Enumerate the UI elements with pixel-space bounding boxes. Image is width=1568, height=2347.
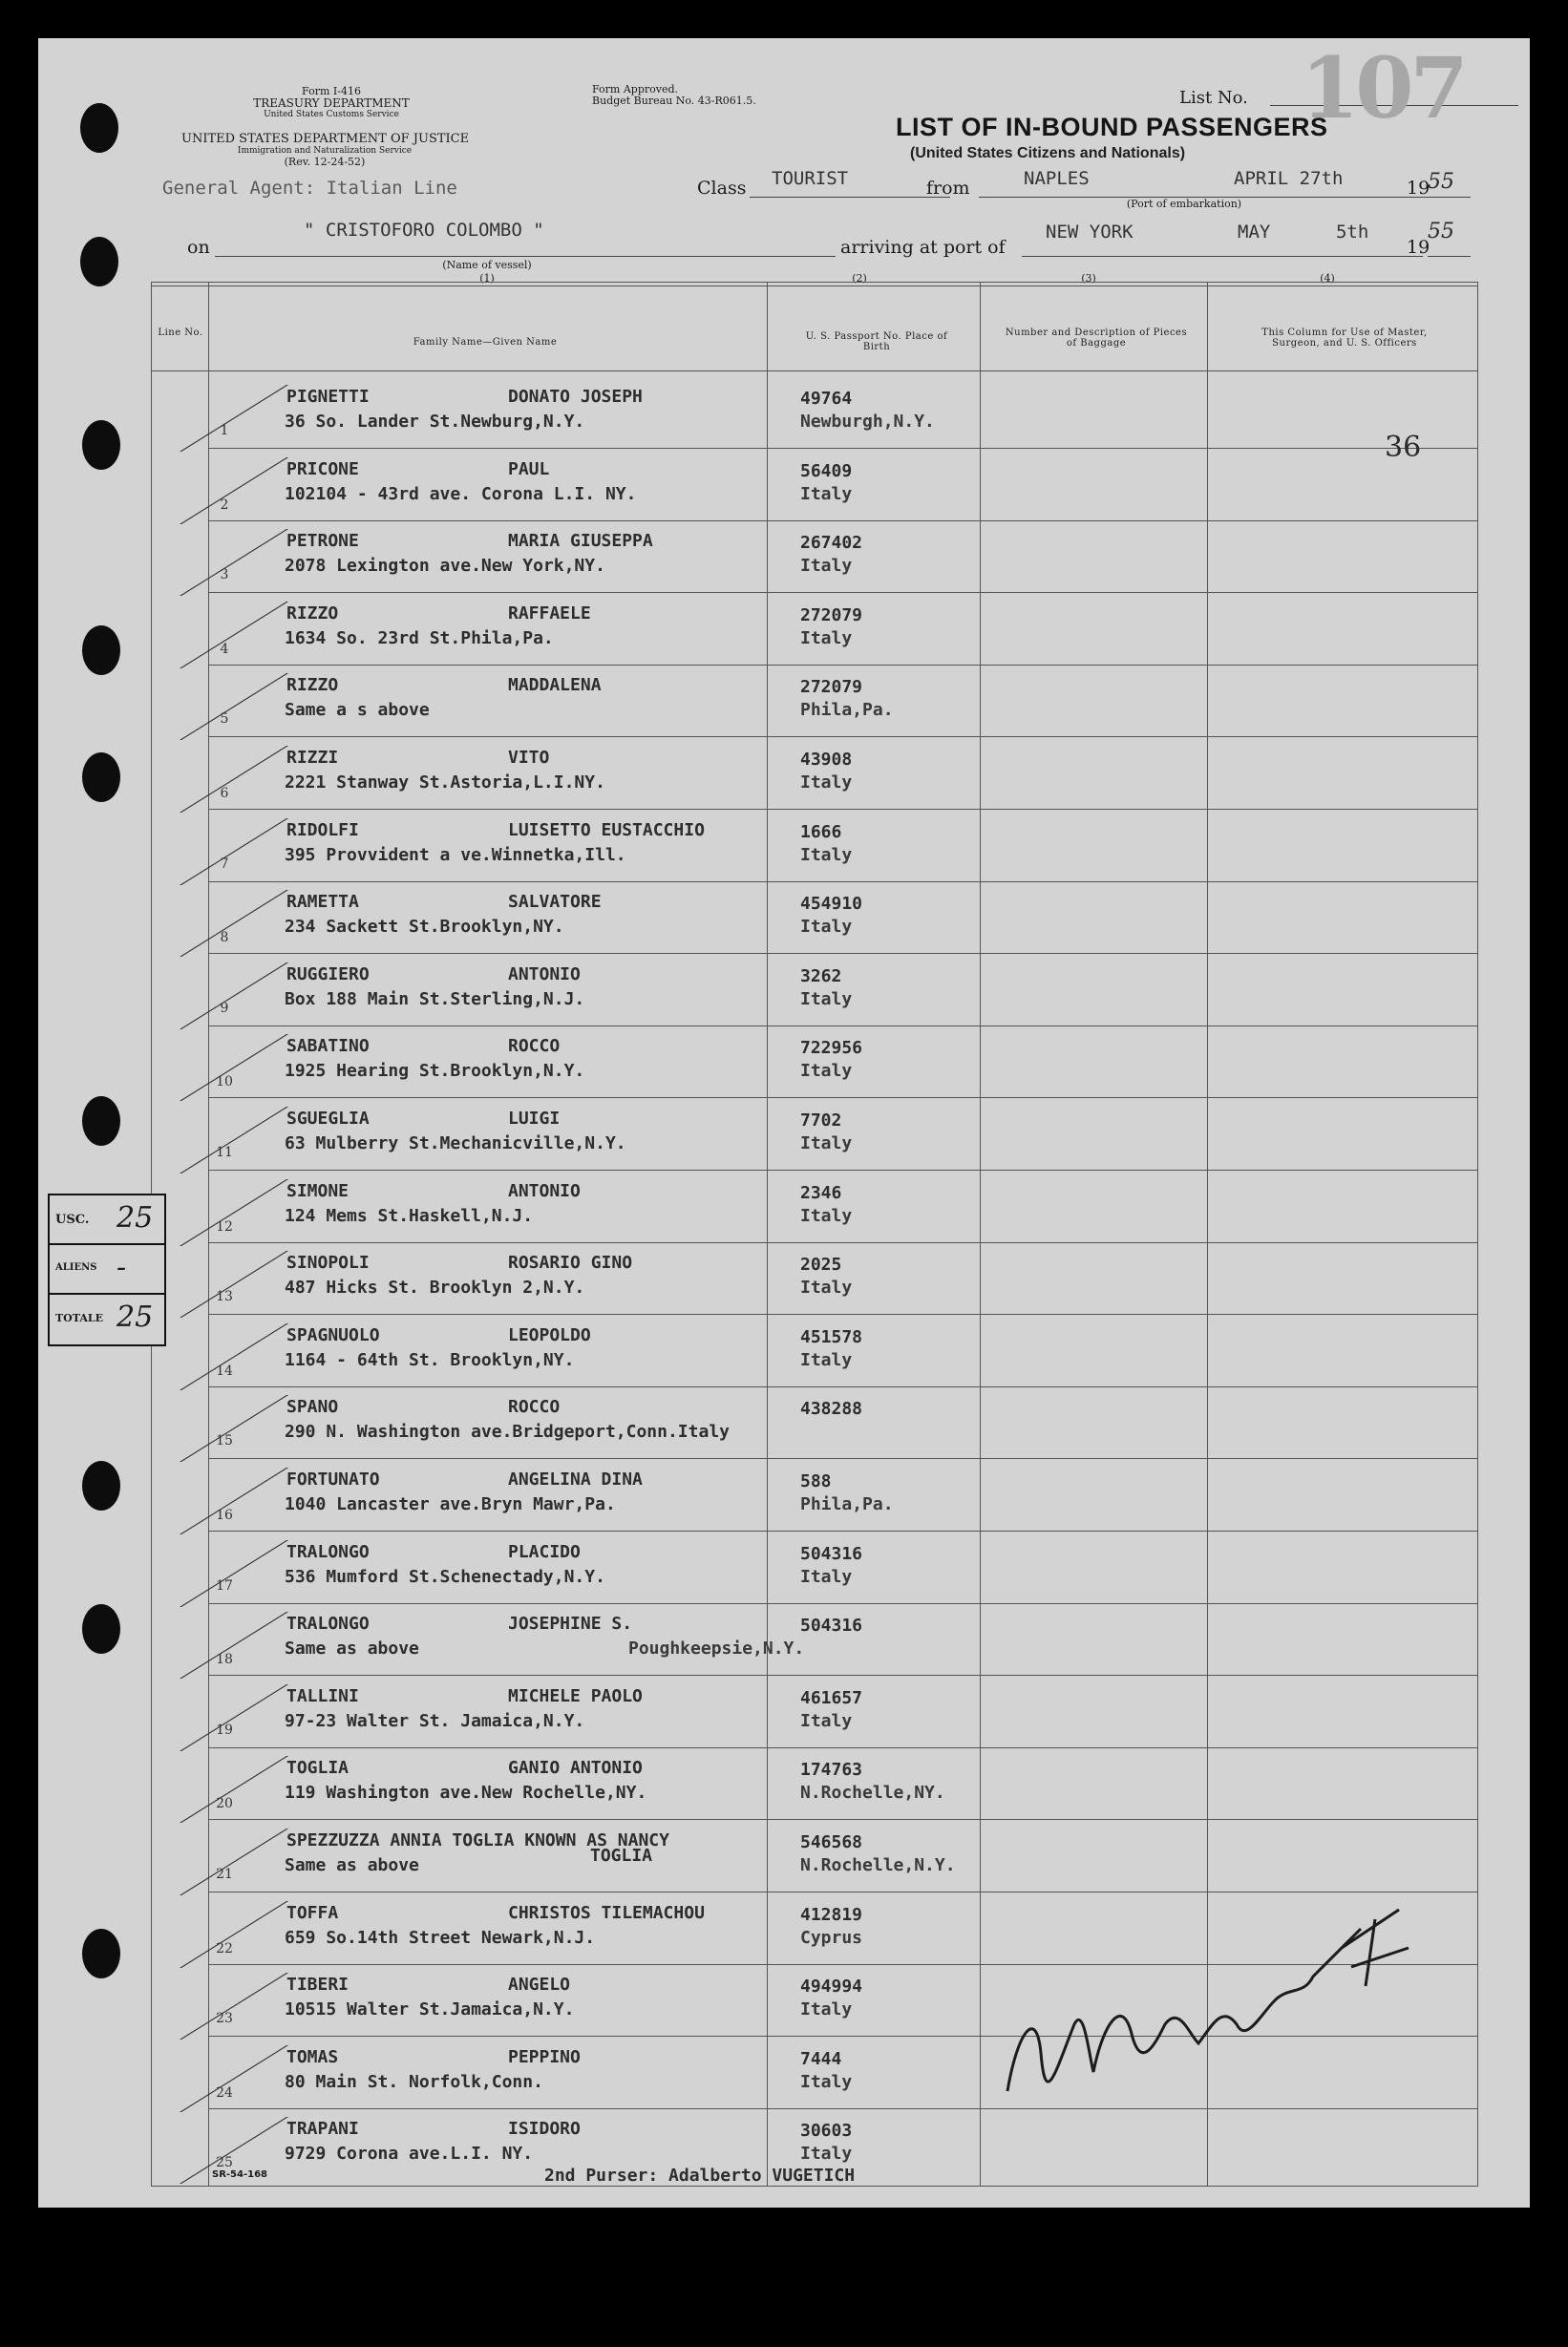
address: 124 Mems St.Haskell,N.J. <box>285 1205 534 1226</box>
line-number: 3 <box>220 567 229 583</box>
place-of-birth: Newburgh,N.Y. <box>800 412 935 432</box>
passport-number: 451578 <box>800 1326 863 1347</box>
given-name: VITO <box>508 748 550 768</box>
address: 487 Hicks St. Brooklyn 2,N.Y. <box>285 1278 585 1299</box>
place-of-birth: N.Rochelle,NY. <box>800 1783 945 1804</box>
family-name: RIZZO <box>286 675 339 696</box>
page-title: LIST OF IN-BOUND PASSENGERS <box>896 113 1328 141</box>
given-name: PAUL <box>508 458 550 479</box>
passenger-row <box>151 1604 1478 1675</box>
given-name: DONATO JOSEPH <box>508 387 643 407</box>
passenger-row <box>151 377 1478 448</box>
passport-number: 504316 <box>800 1616 863 1637</box>
budget-bureau: Budget Bureau No. 43-R061.5. <box>592 95 756 107</box>
place-of-birth: Italy <box>800 1566 853 1587</box>
tally-usc <box>50 1195 164 1245</box>
given-name: MADDALENA <box>508 675 602 696</box>
given-name: LUIGI <box>508 1109 561 1129</box>
line-number: 12 <box>216 1218 233 1235</box>
passenger-row <box>151 666 1478 736</box>
departure-date: APRIL 27th <box>1234 168 1344 189</box>
given-name: SALVATORE <box>508 892 602 913</box>
passenger-row <box>151 738 1478 809</box>
line-number: 13 <box>216 1289 233 1305</box>
given-name: ROSARIO GINO <box>508 1253 633 1274</box>
vessel-underline <box>215 256 836 257</box>
from-label: from <box>926 178 970 199</box>
given-name: MICHELE PAOLO <box>508 1685 643 1706</box>
family-name: SPANO <box>286 1397 339 1418</box>
family-name: TRALONGO <box>286 1614 370 1635</box>
passport-number: 272079 <box>800 677 863 698</box>
passport-number: 588 <box>800 1471 832 1491</box>
departure-year-prefix: 19 <box>1407 178 1430 199</box>
binder-hole <box>80 103 118 153</box>
line-number: 23 <box>216 2011 233 2027</box>
arrival-year: 55 <box>1428 220 1454 243</box>
line-number: 10 <box>216 1074 233 1090</box>
passenger-row <box>151 594 1478 665</box>
col-header-passport: U. S. Passport No. Place of Birth <box>805 331 948 352</box>
place-of-birth: Italy <box>800 556 853 577</box>
passport-number: 461657 <box>800 1687 863 1708</box>
revision-date: (Rev. 12-24-52) <box>284 156 366 168</box>
family-name: RUGGIERO <box>286 963 370 984</box>
form-header-justice <box>181 134 468 168</box>
family-name: SPAGNUOLO <box>286 1324 380 1345</box>
place-of-birth: Italy <box>800 844 853 865</box>
header-bottom-rule <box>151 370 1478 371</box>
address: 9729 Corona ave.L.I. NY. <box>285 2144 534 2165</box>
family-name: TIBERI <box>286 1975 350 1996</box>
address: 1040 Lancaster ave.Bryn Mawr,Pa. <box>285 1494 616 1514</box>
address: 2221 Stanway St.Astoria,L.I.NY. <box>285 772 605 793</box>
family-name: RIZZI <box>286 748 339 768</box>
family-name: SIMONE <box>286 1180 350 1201</box>
address: 1925 Hearing St.Brooklyn,N.Y. <box>285 1061 585 1082</box>
vessel-caption: (Name of vessel) <box>442 259 532 271</box>
tally-aliens-value: - <box>117 1251 127 1284</box>
table-bottom-rule <box>151 2186 1478 2187</box>
family-name: RIZZO <box>286 603 339 624</box>
place-of-birth: Cyprus <box>800 1927 863 1948</box>
given-name: GANIO ANTONIO <box>508 1758 643 1779</box>
class-label: Class <box>697 178 747 199</box>
treasury-dept: TREASURY DEPARTMENT <box>253 96 410 110</box>
passport-number: 3262 <box>800 965 842 986</box>
address: 63 Mulberry St.Mechanicville,N.Y. <box>285 1133 626 1153</box>
family-name: PETRONE <box>286 531 359 552</box>
arrival-port: NEW YORK <box>1046 222 1134 243</box>
table-top-rule <box>151 282 1478 283</box>
place-of-birth: Italy <box>800 772 853 793</box>
customs-service: United States Customs Service <box>264 110 399 119</box>
place-of-birth: N.Rochelle,N.Y. <box>800 1855 956 1875</box>
place-of-birth: Italy <box>800 1278 853 1299</box>
passport-number: 7444 <box>800 2048 842 2069</box>
line-number: 18 <box>216 1652 233 1668</box>
address: 395 Provvident a ve.Winnetka,Ill. <box>285 844 626 865</box>
family-name: TOGLIA <box>286 1758 350 1779</box>
address: Same a s above <box>285 700 430 721</box>
binder-hole <box>82 1604 120 1654</box>
binder-hole <box>82 752 120 802</box>
col-number-3: (3) <box>1081 272 1096 285</box>
place-of-birth: Phila,Pa. <box>800 1494 894 1514</box>
line-number: 17 <box>216 1577 233 1594</box>
family-name: SINOPOLI <box>286 1253 370 1274</box>
arrival-year-underline <box>1428 256 1471 257</box>
family-name: PIGNETTI <box>286 387 370 407</box>
line-number: 24 <box>216 2084 233 2101</box>
class-value: TOURIST <box>772 168 849 189</box>
given-name: ANTONIO <box>508 1180 581 1201</box>
family-name: RAMETTA <box>286 892 359 913</box>
officer-note: 36 <box>1385 431 1422 464</box>
place-of-birth: Italy <box>800 1205 853 1226</box>
address: 97-23 Walter St. Jamaica,N.Y. <box>285 1710 585 1731</box>
family-name: SGUEGLIA <box>286 1109 370 1129</box>
passport-number: 722956 <box>800 1038 863 1059</box>
place-of-birth: Italy <box>800 1999 853 2020</box>
passport-number: 1666 <box>800 821 842 842</box>
address: 290 N. Washington ave.Bridgeport,Conn.Italy <box>285 1422 730 1443</box>
line-number: 14 <box>216 1363 233 1379</box>
address: 36 So. Lander St.Newburg,N.Y. <box>285 412 585 432</box>
family-name: RIDOLFI <box>286 819 359 840</box>
family-name: TRAPANI <box>286 2119 359 2140</box>
tally-box <box>48 1194 166 1346</box>
address: Box 188 Main St.Sterling,N.J. <box>285 988 585 1009</box>
port-embark-caption: (Port of embarkation) <box>1126 198 1242 210</box>
form-header-left <box>222 86 441 120</box>
class-underline <box>750 197 950 198</box>
line-number: 9 <box>220 1000 229 1016</box>
form-approved: Form Approved. <box>592 83 679 95</box>
given-name: ISIDORO <box>508 2119 581 2140</box>
given-name: PEPPINO <box>508 2046 581 2067</box>
manifest-page <box>38 38 1530 2208</box>
line-number: 6 <box>220 786 229 801</box>
col-header-name: Family Name—Given Name <box>413 337 558 348</box>
passenger-row <box>151 1172 1478 1242</box>
line-number: 11 <box>216 1145 233 1160</box>
arrival-date: MAY 5th <box>1238 222 1369 243</box>
passport-number: 174763 <box>800 1760 863 1781</box>
given-name: JOSEPHINE S. <box>508 1614 633 1635</box>
passenger-row <box>151 882 1478 953</box>
tally-total <box>50 1295 164 1344</box>
family-name: FORTUNATO <box>286 1470 380 1490</box>
list-no-label: List No. <box>1179 88 1248 108</box>
page-subtitle: (United States Citizens and Nationals) <box>910 145 1186 161</box>
list-no-value: 107 <box>1301 38 1465 137</box>
passenger-row <box>151 1099 1478 1170</box>
binder-hole <box>82 1929 120 1978</box>
passport-number: 49764 <box>800 389 853 409</box>
arriving-label: arriving at port of <box>840 237 1006 258</box>
given-name: MARIA GIUSEPPA <box>508 531 653 552</box>
passenger-row <box>151 1243 1478 1314</box>
address: 536 Mumford St.Schenectady,N.Y. <box>285 1566 605 1587</box>
on-label: on <box>187 237 210 258</box>
place-of-birth: Italy <box>800 1133 853 1153</box>
line-number: 25 <box>216 2155 233 2171</box>
line-number: 20 <box>216 1796 233 1812</box>
passport-number: 272079 <box>800 604 863 625</box>
passenger-row <box>151 1026 1478 1097</box>
approval-block <box>592 84 783 107</box>
col-header-lineno: Line No. <box>158 328 203 338</box>
passport-number: 2346 <box>800 1182 842 1203</box>
address: 1634 So. 23rd St.Phila,Pa. <box>285 627 554 648</box>
tally-usc-value: 25 <box>117 1201 154 1235</box>
family-name: TALLINI <box>286 1685 359 1706</box>
passenger-row <box>151 1387 1478 1458</box>
passport-number: 546568 <box>800 1832 863 1852</box>
passport-number: 438288 <box>800 1399 863 1420</box>
address: 119 Washington ave.New Rochelle,NY. <box>285 1783 647 1804</box>
departure-year-underline <box>1428 197 1471 198</box>
given-name: PLACIDO <box>508 1541 581 1562</box>
given-name: ROCCO <box>508 1036 561 1057</box>
address: 234 Sackett St.Brooklyn,NY. <box>285 917 564 938</box>
family-name: TOMAS <box>286 2046 339 2067</box>
ins-service: Immigration and Naturalization Service <box>237 146 413 156</box>
from-port: NAPLES <box>1024 168 1090 189</box>
line-number: 4 <box>220 641 229 657</box>
address: 102104 - 43rd ave. Corona L.I. NY. <box>285 483 637 504</box>
family-name: TOFFA <box>286 1902 339 1923</box>
passenger-row <box>151 1677 1478 1747</box>
address: 659 So.14th Street Newark,N.J. <box>285 1927 596 1948</box>
arrival-underline <box>1022 256 1423 257</box>
arrival-year-prefix: 19 <box>1407 237 1430 258</box>
departure-year: 55 <box>1428 170 1454 194</box>
passenger-row <box>151 811 1478 881</box>
line-number: 2 <box>220 497 229 513</box>
given-name: ANGELINA DINA <box>508 1470 643 1490</box>
tally-total-value: 25 <box>117 1300 154 1334</box>
justice-dept: UNITED STATES DEPARTMENT OF JUSTICE <box>181 132 470 146</box>
tally-total-label: TOTALE <box>55 1312 104 1324</box>
given-name: ANTONIO <box>508 963 581 984</box>
address: Same as above <box>285 1855 419 1875</box>
address: 2078 Lexington ave.New York,NY. <box>285 556 605 577</box>
tally-usc-label: USC. <box>55 1213 90 1227</box>
col-header-officers: This Column for Use of Master, Surgeon, and U. S. Officers <box>1261 328 1428 349</box>
line-number: 22 <box>216 1940 233 1956</box>
vessel-name: " CRISTOFORO COLOMBO " <box>304 220 544 241</box>
place-of-birth: Italy <box>800 1061 853 1082</box>
family-name: PRICONE <box>286 458 359 479</box>
given-name: ROCCO <box>508 1397 561 1418</box>
passenger-row <box>151 450 1478 520</box>
line-number: 5 <box>220 711 229 728</box>
passport-number: 267402 <box>800 533 863 554</box>
line-number: 19 <box>216 1722 233 1738</box>
line-number: 1 <box>220 423 229 438</box>
binder-hole <box>82 1096 120 1146</box>
tally-aliens-label: ALIENS <box>55 1262 97 1273</box>
given-name: LUISETTO EUSTACCHIO <box>508 819 705 840</box>
place-of-birth: Italy <box>800 483 853 504</box>
place-of-birth: Poughkeepsie,N.Y. <box>628 1639 805 1660</box>
tally-aliens <box>50 1245 164 1295</box>
given-name: ANGELO <box>508 1975 571 1996</box>
place-of-birth: Italy <box>800 1710 853 1731</box>
passenger-row <box>151 1316 1478 1386</box>
binder-hole <box>82 420 120 470</box>
family-name: SPEZZUZZA ANNIA TOGLIA KNOWN AS NANCY <box>286 1830 669 1850</box>
address: 80 Main St. Norfolk,Conn. <box>285 2071 543 2092</box>
place-of-birth: Italy <box>800 917 853 938</box>
passenger-row <box>151 1821 1478 1892</box>
family-name: SABATINO <box>286 1036 370 1057</box>
given-name: TOGLIA <box>590 1846 653 1866</box>
passenger-row <box>151 1533 1478 1603</box>
passenger-row <box>151 955 1478 1025</box>
passport-number: 494994 <box>800 1977 863 1998</box>
passport-number: 2025 <box>800 1255 842 1276</box>
place-of-birth: Italy <box>800 988 853 1009</box>
line-number: 15 <box>216 1433 233 1449</box>
passport-number: 412819 <box>800 1904 863 1925</box>
place-of-birth: Italy <box>800 2071 853 2092</box>
place-of-birth: Italy <box>800 1349 853 1370</box>
passenger-row <box>151 1460 1478 1531</box>
passenger-row <box>151 521 1478 592</box>
given-name: RAFFAELE <box>508 603 591 624</box>
passenger-row <box>151 1748 1478 1819</box>
address: 1164 - 64th St. Brooklyn,NY. <box>285 1349 575 1370</box>
passport-number: 43908 <box>800 750 853 770</box>
address: Same as above <box>285 1639 419 1660</box>
purser-line: 2nd Purser: Adalberto VUGETICH <box>544 2166 856 2186</box>
line-number: 21 <box>216 1867 233 1882</box>
general-agent: General Agent: Italian Line <box>162 178 457 199</box>
place-of-birth: Italy <box>800 2144 853 2165</box>
binder-hole <box>82 1461 120 1511</box>
line-number: 16 <box>216 1508 233 1523</box>
table-top-rule-2 <box>151 285 1478 286</box>
given-name: CHRISTOS TILEMACHOU <box>508 1902 705 1923</box>
binder-hole <box>80 237 118 286</box>
place-of-birth: Phila,Pa. <box>800 700 894 721</box>
passport-number: 454910 <box>800 894 863 915</box>
address: 10515 Walter St.Jamaica,N.Y. <box>285 1999 575 2020</box>
binder-hole <box>82 625 120 675</box>
given-name: LEOPOLDO <box>508 1324 591 1345</box>
form-number: Form I-416 <box>302 85 361 97</box>
col-number-1: (1) <box>479 272 495 285</box>
form-code: SR-54-168 <box>212 2169 267 2180</box>
col-number-4: (4) <box>1320 272 1335 285</box>
line-number: 8 <box>220 930 229 946</box>
officer-signature <box>998 1891 1437 2139</box>
passport-number: 30603 <box>800 2121 853 2142</box>
passport-number: 504316 <box>800 1543 863 1564</box>
passport-number: 56409 <box>800 460 853 481</box>
col-header-baggage: Number and Description of Pieces of Baggage <box>1005 328 1188 349</box>
col-number-2: (2) <box>852 272 867 285</box>
line-number: 7 <box>220 856 229 872</box>
passport-number: 7702 <box>800 1110 842 1131</box>
family-name: TRALONGO <box>286 1541 370 1562</box>
place-of-birth: Italy <box>800 627 853 648</box>
